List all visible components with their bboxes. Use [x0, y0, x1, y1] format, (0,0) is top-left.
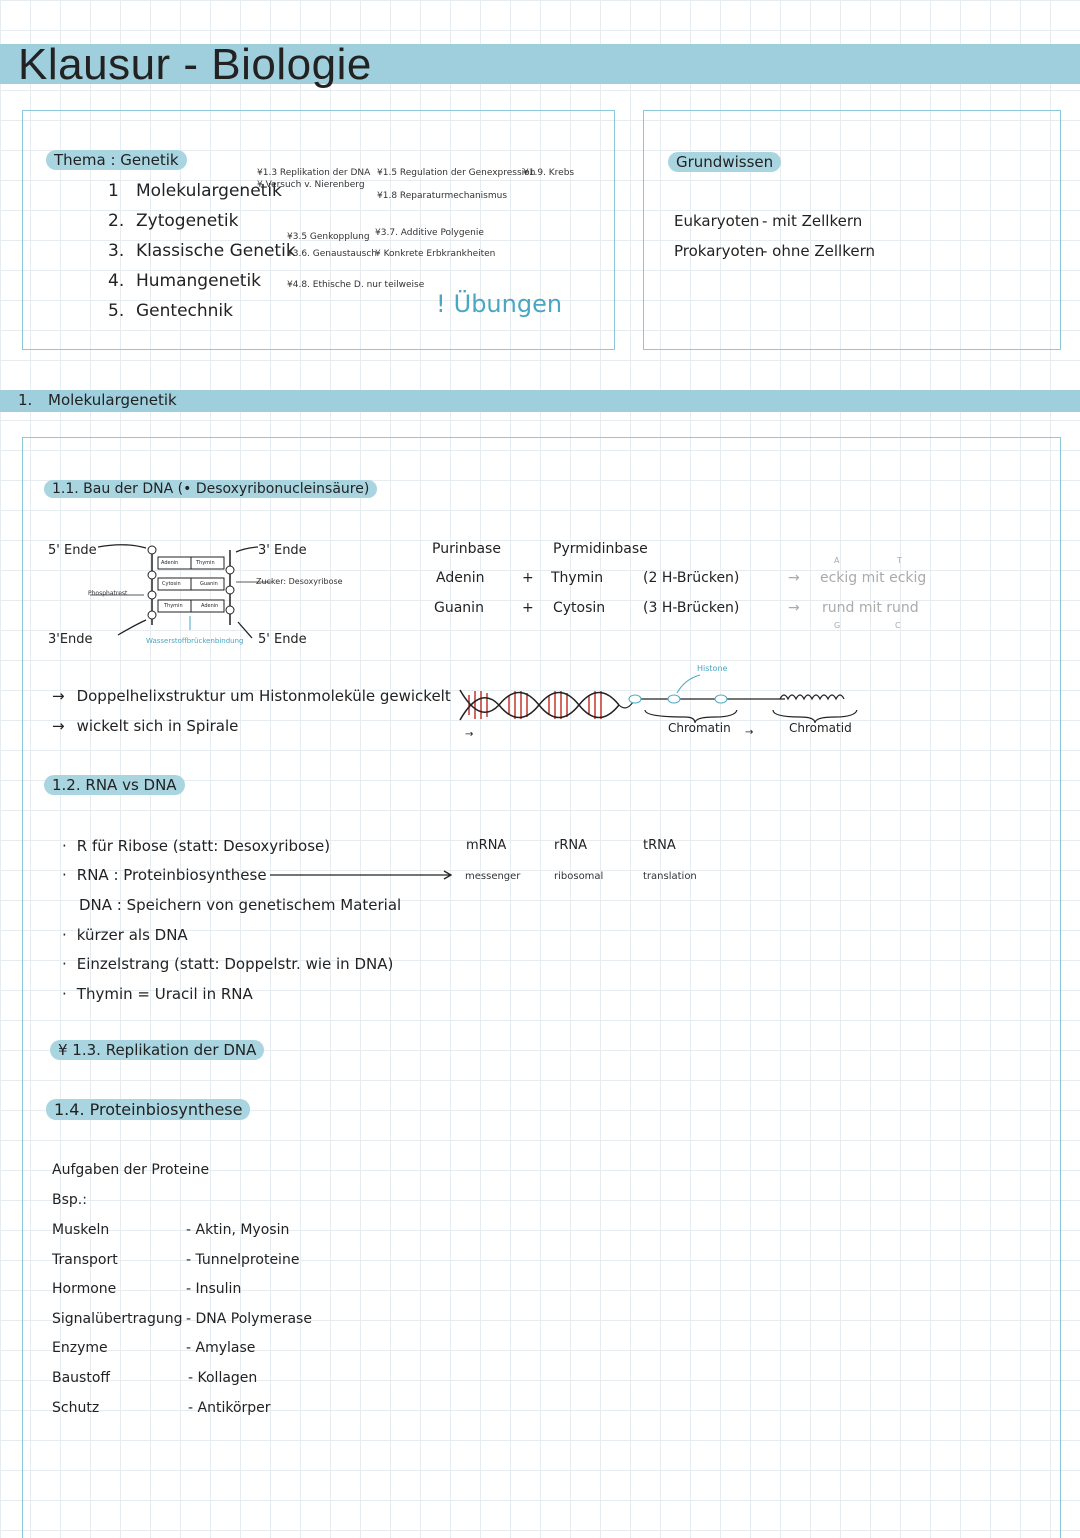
rna-type-name: rRNA: [554, 838, 587, 853]
shape-letter: C: [895, 621, 901, 630]
base-shape: eckig mit eckig: [820, 570, 927, 586]
dna-3-end-top: 3' Ende: [258, 543, 307, 558]
protein-task: Transport: [52, 1252, 118, 1268]
page-title: Klausur - Biologie: [18, 40, 372, 89]
arrow-long-icon: [270, 868, 455, 882]
note: ¥3.7. Additive Polygenie: [375, 228, 484, 238]
topic-item: 3. Klassische Genetik: [108, 241, 296, 261]
grundwissen-line: Eukaryoten - mit Zellkern: [674, 212, 863, 230]
note: ¥ Konkrete Erbkrankheiten: [375, 249, 496, 259]
protein-example: - Amylase: [186, 1340, 256, 1356]
topic-item: 5. Gentechnik: [108, 301, 233, 321]
protein-task: Hormone: [52, 1281, 117, 1297]
topic-item: 4. Humangenetik: [108, 271, 262, 291]
zucker-label: Zucker: Desoxyribose: [256, 577, 343, 586]
protein-task: Enzyme: [52, 1340, 108, 1356]
rna-type-name: mRNA: [466, 838, 507, 853]
dna-5-end-bottom: 5' Ende: [258, 632, 307, 647]
protein-task: Baustoff: [52, 1370, 111, 1386]
histone-label: Histone: [697, 664, 728, 673]
wasserstoff-label: Wasserstoffbrückenbindung: [146, 637, 244, 645]
grundwissen-box: [643, 110, 1061, 350]
arrow-right-icon: →: [52, 717, 65, 735]
pyrimidin-base: Thymin: [551, 570, 604, 586]
topic-item: 1 Molekulargenetik: [108, 181, 282, 201]
rna-line: · kürzer als DNA: [62, 926, 188, 944]
rna-line: · RNA : Proteinbiosynthese: [62, 866, 267, 884]
thema-label: Thema : Genetik: [46, 150, 187, 170]
plus-sign: +: [522, 600, 534, 616]
svg-text:→: →: [465, 729, 474, 740]
rna-type-desc: translation: [643, 871, 697, 882]
topic-item: 2. Zytogenetik: [108, 211, 239, 231]
note: ¥3.6. Genaustausch: [287, 249, 377, 259]
arrow-right-icon: →: [788, 570, 800, 586]
bullet-line: → wickelt sich in Spirale: [52, 717, 239, 735]
protein-task: Muskeln: [52, 1222, 110, 1238]
base-pair-label: Adenin: [201, 603, 219, 609]
grundwissen-line: Prokaryoten- ohne Zellkern: [674, 242, 875, 260]
protein-example: - DNA Polymerase: [186, 1311, 312, 1327]
note: ¥4.8. Ethische D. nur teilweise: [287, 280, 425, 290]
note: ¥1.8 Reparaturmechanismus: [377, 191, 508, 201]
base-pair-label: Thymin: [196, 560, 215, 566]
protein-subheading: Aufgaben der Proteine: [52, 1162, 210, 1178]
rna-type-desc: ribosomal: [554, 871, 604, 882]
protein-task: Signalübertragung: [52, 1311, 183, 1327]
svg-text:→: →: [745, 727, 754, 738]
base-pair-label: Thymin: [164, 603, 183, 609]
dna-5-end-top: 5' Ende: [48, 543, 97, 558]
base-pair-label: Cytosin: [162, 581, 181, 587]
purin-header: Purinbase: [432, 541, 501, 557]
chromatid-label: Chromatid: [789, 721, 852, 735]
pyrimidin-header: Pyrmidinbase: [553, 541, 648, 557]
rna-line: DNA : Speichern von genetischem Material: [79, 896, 402, 914]
base-pair-label: Guanin: [200, 581, 218, 587]
purin-base: Guanin: [434, 600, 484, 616]
section-title: 1. Molekulargenetik: [18, 391, 177, 409]
note: ¥3.5 Genkopplung: [287, 232, 370, 242]
arrow-right-icon: →: [788, 600, 800, 616]
note: ¥1.5 Regulation der Genexpression: [377, 168, 536, 178]
arrow-right-icon: →: [52, 687, 65, 705]
protein-example: - Aktin, Myosin: [186, 1222, 290, 1238]
pyrimidin-base: Cytosin: [553, 600, 606, 616]
protein-example: - Kollagen: [188, 1370, 258, 1386]
base-shape: rund mit rund: [822, 600, 919, 616]
protein-example: - Tunnelproteine: [186, 1252, 300, 1268]
note: ¥1.9. Krebs: [523, 168, 575, 178]
dna-3-end-bottom: 3'Ende: [48, 632, 93, 647]
rna-type-name: tRNA: [643, 838, 676, 853]
note: ¥ Versuch v. Nierenberg: [257, 180, 365, 190]
protein-example: - Antikörper: [188, 1400, 271, 1416]
protein-example: - Insulin: [186, 1281, 242, 1297]
shape-letter: T: [897, 556, 902, 565]
rna-type-desc: messenger: [465, 871, 521, 882]
rna-line: · Thymin = Uracil in RNA: [62, 985, 253, 1003]
h-bonds: (2 H-Brücken): [643, 570, 740, 586]
bsp-label: Bsp.:: [52, 1192, 87, 1208]
bullet-line: → Doppelhelixstruktur um Histonmoleküle gewickelt: [52, 687, 451, 705]
plus-sign: +: [522, 570, 534, 586]
phosphat-label: Phosphatrest: [88, 590, 128, 597]
rna-line: · R für Ribose (statt: Desoxyribose): [62, 837, 331, 855]
protein-task: Schutz: [52, 1400, 100, 1416]
purin-base: Adenin: [436, 570, 485, 586]
h-bonds: (3 H-Brücken): [643, 600, 740, 616]
base-pair-label: Adenin: [161, 560, 179, 566]
rna-line: · Einzelstrang (statt: Doppelstr. wie in DNA): [62, 955, 394, 973]
heading-1-4: 1.4. Proteinbiosynthese: [46, 1099, 250, 1120]
exclamation-icon: !: [436, 290, 446, 318]
heading-1-2: 1.2. RNA vs DNA: [44, 775, 185, 795]
chromatin-label: Chromatin: [668, 721, 731, 735]
shape-letter: G: [834, 621, 841, 630]
heading-1-1: 1.1. Bau der DNA (• Desoxyribonucleinsäure): [44, 480, 377, 498]
grundwissen-label: Grundwissen: [668, 152, 781, 172]
heading-1-3: ¥ 1.3. Replikation der DNA: [50, 1040, 264, 1060]
uebungen-label: ! Übungen: [436, 290, 563, 318]
shape-letter: A: [834, 556, 840, 565]
note: ¥1.3 Replikation der DNA: [257, 168, 371, 178]
